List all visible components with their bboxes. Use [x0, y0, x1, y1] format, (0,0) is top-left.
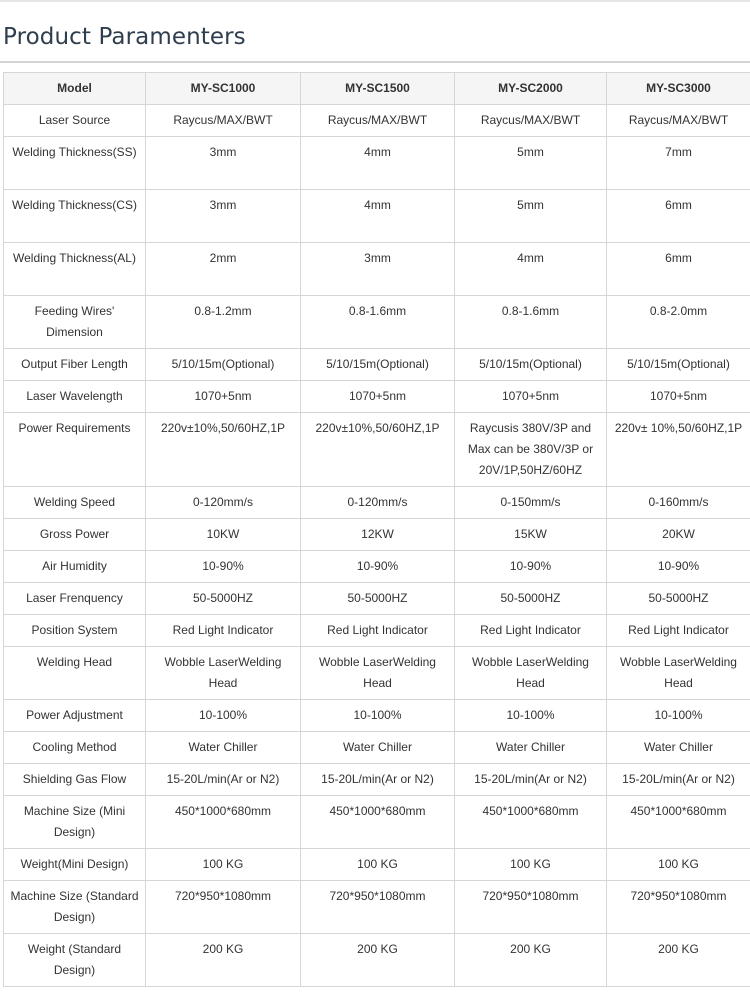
table-cell: 4mm — [301, 190, 455, 243]
table-row — [4, 243, 750, 296]
table-row — [4, 381, 750, 413]
table-cell: 5/10/15m(Optional) — [607, 349, 750, 381]
table-cell: 4mm — [455, 243, 607, 296]
table-cell: 0-120mm/s — [301, 487, 455, 519]
table-row — [4, 849, 750, 881]
table-cell: 200 KG — [146, 934, 301, 987]
table-cell: 200 KG — [607, 934, 750, 987]
table-cell: 0.8-1.6mm — [301, 296, 455, 349]
table-cell: 0-120mm/s — [146, 487, 301, 519]
table-cell: 10-90% — [301, 551, 455, 583]
table-cell: 3mm — [146, 190, 301, 243]
table-cell: 6mm — [607, 190, 750, 243]
table-row — [4, 700, 750, 732]
header-my-sc3000: MY-SC3000 — [607, 73, 750, 105]
table-cell: 720*950*1080mm — [301, 881, 455, 934]
row-label: Laser Wavelength — [4, 381, 146, 413]
table-row — [4, 519, 750, 551]
table-cell: 10KW — [146, 519, 301, 551]
table-cell: Water Chiller — [301, 732, 455, 764]
top-divider — [0, 0, 750, 2]
table-cell: 100 KG — [607, 849, 750, 881]
table-row — [4, 105, 750, 137]
table-cell: 3mm — [301, 243, 455, 296]
row-label: Welding Thickness(CS) — [4, 190, 146, 243]
table-cell: 10-100% — [455, 700, 607, 732]
table-cell: 0-150mm/s — [455, 487, 607, 519]
table-row — [4, 647, 750, 700]
table-cell: 100 KG — [455, 849, 607, 881]
table-cell: Water Chiller — [455, 732, 607, 764]
table-cell: 450*1000*680mm — [301, 796, 455, 849]
row-label: Output Fiber Length — [4, 349, 146, 381]
table-row — [4, 190, 750, 243]
table-row — [4, 413, 750, 487]
table-cell: Raycus/MAX/BWT — [146, 105, 301, 137]
table-cell: Red Light Indicator — [301, 615, 455, 647]
table-cell: 15-20L/min(Ar or N2) — [607, 764, 750, 796]
table-row — [4, 583, 750, 615]
row-label: Gross Power — [4, 519, 146, 551]
table-cell: Raycus/MAX/BWT — [607, 105, 750, 137]
table-row — [4, 732, 750, 764]
row-label: Power Requirements — [4, 413, 146, 487]
table-cell: 200 KG — [455, 934, 607, 987]
table-cell: 1070+5nm — [146, 381, 301, 413]
table-cell: 5mm — [455, 137, 607, 190]
table-cell: 50-5000HZ — [607, 583, 750, 615]
table-cell: Wobble LaserWelding Head — [146, 647, 301, 700]
table-cell: 5/10/15m(Optional) — [146, 349, 301, 381]
row-label: Welding Thickness(SS) — [4, 137, 146, 190]
product-parameters-table — [3, 72, 750, 987]
row-label: Welding Thickness(AL) — [4, 243, 146, 296]
header-my-sc1000: MY-SC1000 — [146, 73, 301, 105]
table-cell: 0.8-1.2mm — [146, 296, 301, 349]
table-cell: Red Light Indicator — [607, 615, 750, 647]
table-row — [4, 296, 750, 349]
table-cell: Raycusis 380V/3P and Max can be 380V/3P or 20V/1P,50HZ/60HZ — [455, 413, 607, 487]
row-label: Welding Head — [4, 647, 146, 700]
table-cell: Water Chiller — [146, 732, 301, 764]
table-cell: 1070+5nm — [607, 381, 750, 413]
header-model: Model — [4, 73, 146, 105]
title-divider — [0, 61, 750, 63]
row-label: Machine Size (Standard Design) — [4, 881, 146, 934]
table-cell: 10-90% — [455, 551, 607, 583]
table-cell: 10-100% — [146, 700, 301, 732]
header-my-sc2000: MY-SC2000 — [455, 73, 607, 105]
table-cell: 720*950*1080mm — [455, 881, 607, 934]
table-cell: 50-5000HZ — [455, 583, 607, 615]
table-cell: 15KW — [455, 519, 607, 551]
table-cell: 1070+5nm — [301, 381, 455, 413]
table-cell: 6mm — [607, 243, 750, 296]
header-my-sc1500: MY-SC1500 — [301, 73, 455, 105]
table-cell: 5mm — [455, 190, 607, 243]
table-row — [4, 934, 750, 987]
table-cell: 3mm — [146, 137, 301, 190]
table-cell: 220v± 10%,50/60HZ,1P — [607, 413, 750, 487]
table-cell: 100 KG — [301, 849, 455, 881]
table-row — [4, 551, 750, 583]
table-cell: Wobble LaserWelding Head — [455, 647, 607, 700]
table-cell: 15-20L/min(Ar or N2) — [455, 764, 607, 796]
table-cell: 720*950*1080mm — [146, 881, 301, 934]
table-cell: 7mm — [607, 137, 750, 190]
table-cell: 50-5000HZ — [301, 583, 455, 615]
table-cell: 4mm — [301, 137, 455, 190]
row-label: Weight (Standard Design) — [4, 934, 146, 987]
table-row — [4, 764, 750, 796]
table-cell: Red Light Indicator — [146, 615, 301, 647]
table-cell: Raycus/MAX/BWT — [455, 105, 607, 137]
table-row — [4, 137, 750, 190]
table-cell: Water Chiller — [607, 732, 750, 764]
table-cell: 0.8-1.6mm — [455, 296, 607, 349]
table-cell: Raycus/MAX/BWT — [301, 105, 455, 137]
table-cell: 220v±10%,50/60HZ,1P — [301, 413, 455, 487]
table-cell: Wobble LaserWelding Head — [607, 647, 750, 700]
table-cell: 10-100% — [301, 700, 455, 732]
table-cell: Red Light Indicator — [455, 615, 607, 647]
row-label: Laser Source — [4, 105, 146, 137]
table-header-row — [4, 73, 750, 105]
table-cell: 10-100% — [607, 700, 750, 732]
table-cell: 0.8-2.0mm — [607, 296, 750, 349]
page-title: Product Paramenters — [3, 24, 246, 50]
row-label: Welding Speed — [4, 487, 146, 519]
table-cell: 5/10/15m(Optional) — [301, 349, 455, 381]
table-cell: 20KW — [607, 519, 750, 551]
table-cell: 5/10/15m(Optional) — [455, 349, 607, 381]
table-row — [4, 349, 750, 381]
row-label: Cooling Method — [4, 732, 146, 764]
row-label: Laser Frenquency — [4, 583, 146, 615]
table-cell: 720*950*1080mm — [607, 881, 750, 934]
row-label: Feeding Wires' Dimension — [4, 296, 146, 349]
row-label: Shielding Gas Flow — [4, 764, 146, 796]
table-row — [4, 615, 750, 647]
table-cell: 220v±10%,50/60HZ,1P — [146, 413, 301, 487]
row-label: Position System — [4, 615, 146, 647]
table-row — [4, 881, 750, 934]
table-row — [4, 796, 750, 849]
table-cell: 450*1000*680mm — [146, 796, 301, 849]
table-row — [4, 487, 750, 519]
table-cell: 1070+5nm — [455, 381, 607, 413]
table-cell: 15-20L/min(Ar or N2) — [146, 764, 301, 796]
table-cell: 200 KG — [301, 934, 455, 987]
table-cell: 15-20L/min(Ar or N2) — [301, 764, 455, 796]
table-cell: Wobble LaserWelding Head — [301, 647, 455, 700]
table-cell: 10-90% — [607, 551, 750, 583]
table-cell: 50-5000HZ — [146, 583, 301, 615]
table-cell: 2mm — [146, 243, 301, 296]
row-label: Machine Size (Mini Design) — [4, 796, 146, 849]
row-label: Air Humidity — [4, 551, 146, 583]
row-label: Power Adjustment — [4, 700, 146, 732]
table-cell: 450*1000*680mm — [607, 796, 750, 849]
table-cell: 450*1000*680mm — [455, 796, 607, 849]
table-cell: 100 KG — [146, 849, 301, 881]
table-cell: 10-90% — [146, 551, 301, 583]
row-label: Weight(Mini Design) — [4, 849, 146, 881]
table-cell: 0-160mm/s — [607, 487, 750, 519]
table-cell: 12KW — [301, 519, 455, 551]
